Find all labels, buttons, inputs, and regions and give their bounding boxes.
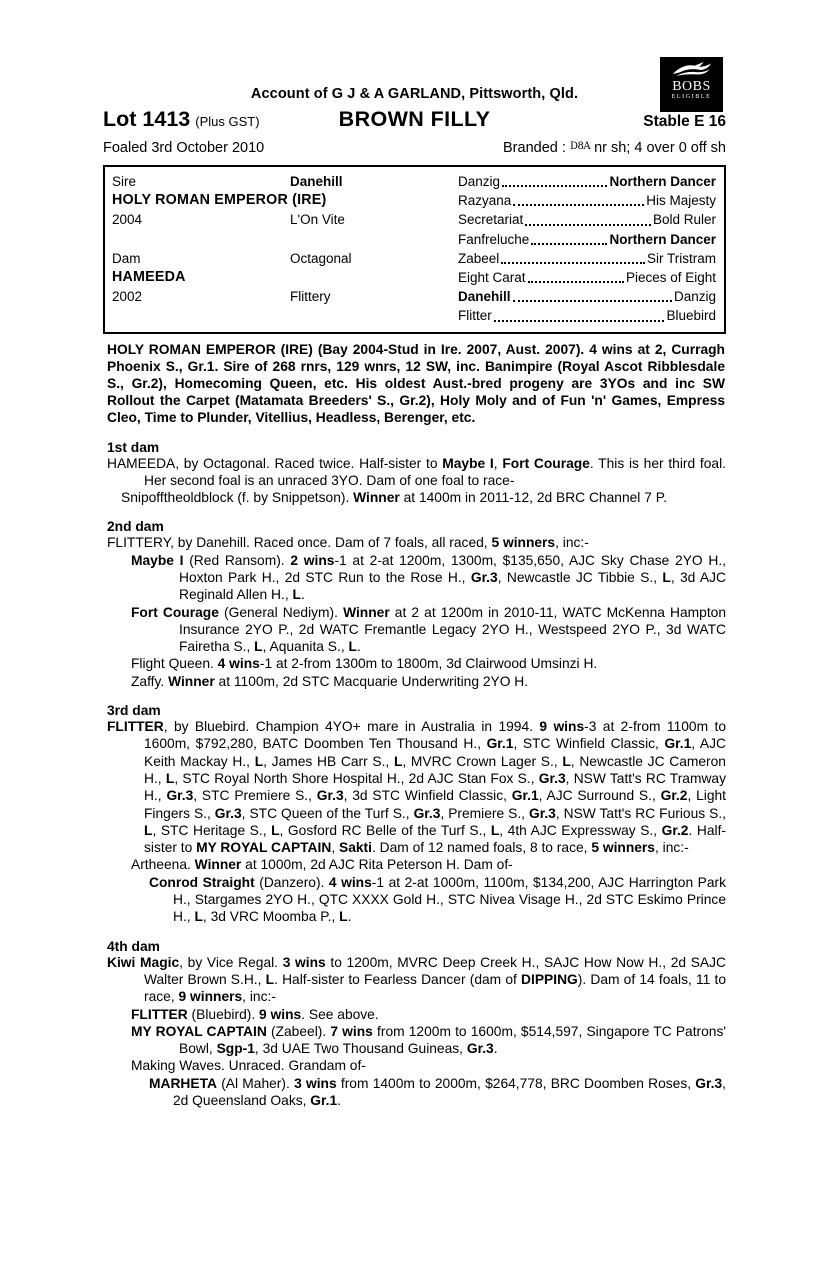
dam-name: HAMEEDA — [112, 268, 186, 285]
gen3-name: Secretariat — [458, 212, 524, 228]
stable-number: Stable E 16 — [643, 113, 726, 130]
ped-cell — [290, 306, 458, 325]
foaled-branded-row — [103, 140, 726, 156]
leader-dots — [502, 185, 607, 187]
pedigree-row — [112, 249, 716, 268]
pedigree-row — [112, 172, 716, 191]
gen4-name: His Majesty — [646, 193, 716, 209]
dam-of-dam: Flittery — [290, 289, 331, 305]
leader-dots — [525, 224, 651, 226]
dam-paragraph: FLITTER, by Bluebird. Champion 4YO+ mare in Australia in 1994. 9 wins-3 at 2-from 1100m to 1600m, $792,280, BATC Doomben Ten Thousand H., Gr.1, STC Winfield Classic, Gr.1, AJC Keith Mackay H., L, James HB Carr S., L, MVRC Crown Lager S., L, Newcastle JC Cameron H., L, STC Royal North Shore Hospital H., 2d AJC Stan Fox S., Gr.3, NSW Tatt's RC Tramway H., Gr.3, STC Premiere S., Gr.3, 3d STC Winfield Classic, Gr.1, AJC Surround S., Gr.2, Light Fingers S., Gr.3, STC Queen of the Turf S., Gr.3, Premiere S., Gr.3, NSW Tatt's RC Furious S., L, STC Heritage S., L, Gosford RC Belle of the Turf S., L, 4th AJC Expressway S., Gr.2. Half-sister to MY ROYAL CAPTAIN, Sakti. Dam of 12 named foals, 8 to race, 5 winners, inc:- — [107, 719, 727, 856]
branded-suffix: nr sh; 4 over 0 off sh — [590, 140, 726, 156]
pedigree-row — [112, 191, 716, 210]
progeny-paragraph: Maybe I (Red Ransom). 2 wins-1 at 2-at 1200m, 1300m, $135,650, AJC Sky Chase 2YO H., Hoxton Park H., 2d STC Run to the Rose H., Gr.3, Newcastle JC Tibbie S., L, 3d AJC Reginald Allen H., L. — [131, 552, 726, 603]
sire-stud-note: HOLY ROMAN EMPEROR (IRE) (Bay 2004-Stud in Ire. 2007, Aust. 2007). 4 wins at 2, Curragh Phoenix S., Gr.1. Sire of 268 rnrs, 129 wnrs, 12 SW, inc. Banimpire (Royal Ascot Ribblesdale S., Gr.2), Homecoming Queen, etc. His oldest Aust.-bred progeny are 3YOs and inc SW Rollout the Carpet (Matamata Breeders' S., Gr.2), Holy Moly and of Fun 'n' Games, Empress Cleo, Time to Plunder, Vitellius, Headless, Berenger, etc. — [107, 341, 725, 426]
ped-cell — [290, 268, 458, 287]
leader-dots — [528, 281, 624, 283]
gen3-pair — [458, 287, 716, 306]
section-1st-dam — [103, 440, 726, 507]
pedigree-row — [112, 287, 716, 306]
leader-dots — [531, 243, 607, 245]
section-heading: 4th dam — [107, 938, 160, 954]
branded-prefix: Branded : — [503, 140, 570, 156]
progeny-paragraph: MARHETA (Al Maher). 3 wins from 1400m to 2000m, $264,778, BRC Doomben Roses, Gr.3, 2d Queensland Oaks, Gr.1. — [149, 1075, 726, 1109]
section-heading: 2nd dam — [107, 519, 164, 535]
lot-header-row — [103, 107, 726, 132]
dam-paragraph: Kiwi Magic, by Vice Regal. 3 wins to 1200m, MVRC Deep Creek H., SAJC How Now H., 2d SAJC Walter Brown S.H., L. Half-sister to Fearless Dancer (dam of DIPPING). Dam of 14 foals, 11 to race, 9 winners, inc:- — [107, 954, 727, 1005]
gen3-pair — [458, 191, 716, 210]
progeny-paragraph: Snipofftheoldblock (f. by Snippetson). Winner at 1400m in 2011-12, 2d BRC Channel 7 P. — [121, 490, 667, 506]
branded-info — [503, 140, 726, 156]
pedigree-row — [112, 230, 716, 249]
dam-label: Dam — [112, 250, 141, 266]
ped-cell — [112, 230, 290, 249]
gen4-name: Bold Ruler — [652, 212, 716, 228]
lot-number-group — [103, 107, 318, 132]
gen4-name: Bluebird — [666, 308, 716, 324]
sire-label: Sire — [112, 174, 137, 189]
pedigree-table — [103, 165, 726, 334]
lot-number: Lot 1413 — [103, 107, 191, 131]
gen3-pair — [458, 249, 716, 268]
section-heading: 3rd dam — [107, 703, 161, 719]
plus-gst-note: (Plus GST) — [195, 114, 260, 129]
horse-description-title: BROWN FILLY — [338, 107, 491, 131]
section-heading: 1st dam — [107, 439, 160, 455]
progeny-paragraph: FLITTER (Bluebird). 9 wins. See above. — [131, 1006, 379, 1022]
pedigree-row — [112, 210, 716, 229]
gen3-pair — [458, 172, 716, 191]
bobs-horse-head-icon — [670, 60, 714, 80]
gen3-name: Eight Carat — [458, 269, 526, 285]
progeny-paragraph: Flight Queen. 4 wins-1 at 2-from 1300m to 1800m, 3d Clairwood Umsinzi H. — [131, 656, 598, 672]
ped-cell — [290, 191, 458, 210]
progeny-paragraph: Conrod Straight (Danzero). 4 wins-1 at 2-at 1000m, 1100m, $134,200, AJC Harrington Park H., Stargames 2YO H., QTC XXXX Gold H., STC Nivea Visage H., 2d STC Eskimo Prince H., L, 3d VRC Moomba P., L. — [149, 874, 727, 925]
ped-cell — [112, 306, 290, 325]
gen3-name: Danehill — [458, 289, 511, 305]
bobs-eligible-text: ELIGIBLE — [671, 94, 712, 100]
gen3-pair — [458, 230, 716, 249]
ped-cell — [290, 230, 458, 249]
dam-year: 2002 — [112, 289, 143, 305]
gen4-name: Sir Tristram — [647, 250, 716, 266]
sire-name: HOLY ROMAN EMPEROR (IRE) — [112, 192, 327, 209]
pedigree-row — [112, 268, 716, 287]
gen3-pair — [458, 210, 716, 229]
gen3-name: Flitter — [458, 308, 492, 324]
sire-of-dam: Octagonal — [290, 250, 352, 266]
foaled-date: Foaled 3rd October 2010 — [103, 140, 265, 156]
gen3-pair — [458, 306, 716, 325]
progeny-paragraph: MY ROYAL CAPTAIN (Zabeel). 7 wins from 1200m to 1600m, $514,597, Singapore TC Patrons' Bowl, Sgp-1, 3d UAE Two Thousand Guineas, Gr.3. — [131, 1023, 727, 1057]
leader-dots — [513, 204, 644, 206]
brand-mark-glyph: D8A — [569, 141, 591, 152]
leader-dots — [513, 300, 672, 302]
dam-paragraph: FLITTERY, by Danehill. Raced once. Dam of 7 foals, all raced, 5 winners, inc:- — [107, 535, 589, 551]
section-2nd-dam — [103, 519, 726, 690]
gen4-name: Danzig — [673, 289, 716, 305]
leader-dots — [501, 262, 645, 264]
gen3-name: Fanfreluche — [458, 231, 530, 247]
section-3rd-dam — [103, 703, 726, 926]
dam-paragraph: HAMEEDA, by Octagonal. Raced twice. Half-sister to Maybe I, Fort Courage. This is her third foal. Her second foal is an unraced 3YO. Dam of one foal to race- — [107, 455, 726, 488]
bobs-logo-text: BOBS — [672, 79, 711, 94]
gen3-name: Zabeel — [458, 250, 500, 266]
pedigree-row — [112, 306, 716, 325]
sire-year: 2004 — [112, 212, 143, 228]
gen3-name: Danzig — [458, 174, 501, 189]
leader-dots — [494, 320, 665, 322]
sire-of-sire: Danehill — [290, 174, 343, 189]
section-4th-dam — [103, 939, 726, 1110]
gen4-name: Northern Dancer — [609, 231, 716, 247]
gen4-name: Pieces of Eight — [625, 269, 716, 285]
progeny-paragraph: Zaffy. Winner at 1100m, 2d STC Macquarie Underwriting 2YO H. — [131, 673, 529, 689]
progeny-paragraph: Artheena. Winner at 1000m, 2d AJC Rita Peterson H. Dam of- — [131, 857, 513, 873]
bobs-eligible-logo — [660, 57, 723, 112]
dam-of-sire: L'On Vite — [290, 212, 345, 228]
vendor-account-line: Account of G J & A GARLAND, Pittsworth, Qld. — [250, 86, 579, 102]
progeny-paragraph: Fort Courage (General Nediym). Winner at 2 at 1200m in 2010-11, WATC McKenna Hampton Insurance 2YO P., 2d WATC Fremantle Legacy 2YO H., Westspeed 2YO P., 3d WATC Fairetha S., L, Aquanita S., L. — [131, 604, 726, 655]
gen4-name: Northern Dancer — [609, 174, 716, 189]
gen3-pair — [458, 268, 716, 287]
progeny-paragraph: Making Waves. Unraced. Grandam of- — [131, 1058, 366, 1074]
gen3-name: Razyana — [458, 193, 512, 209]
